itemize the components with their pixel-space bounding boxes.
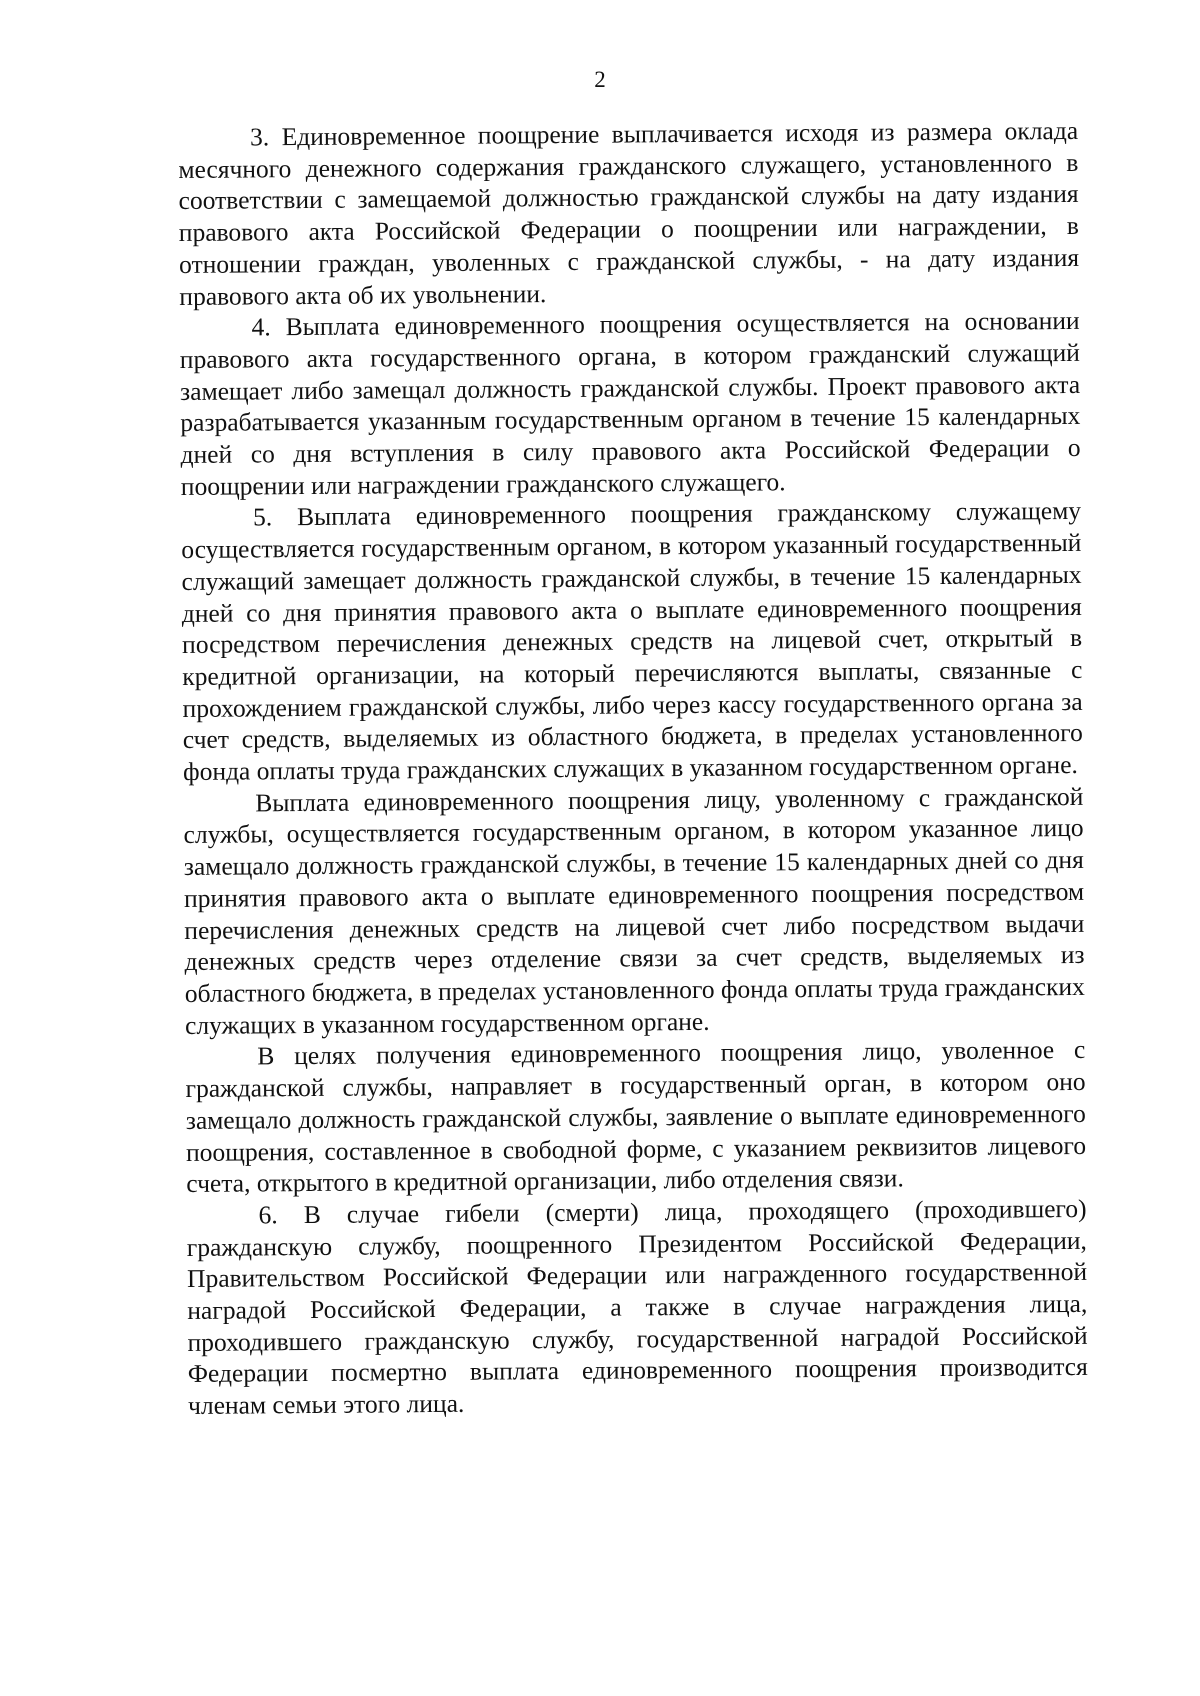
paragraph-3: 3. Единовременное поощрение выплачивается исходя из размера оклада месячного денежного содержания гражданского служащего, установленного в соответствии с замещаемой должностью гражданской службы на дату издания правового акта Российской Федерации о поощрении или награждении, в отношении граждан, уволенных с гражданской службы, - на дату издания правового акта об их увольнении. — [178, 115, 1080, 311]
paragraph-6: 6. В случае гибели (смерти) лица, проходящего (проходившего) гражданскую службу, поощренного Президентом Российской Федерации, Правительством Российской Федерации или награжденного государственной наградой Российской Федерации, а также в случае награждения лица, проходившего гражданскую службу, государственной наградой Российской Федерации посмертно выплата единовременного поощрения производится членам семьи этого лица. — [186, 1193, 1088, 1421]
paragraph-4: 4. Выплата единовременного поощрения осуществляется на основании правового акта государственного органа, в котором гражданский служащий замещает либо замещал должность гражданской службы. Проект правового акта разрабатывается указанным государственным органом в течение 15 календарных дней со дня вступления в силу правового акта Российской Федерации о поощрении или награждении гражданского служащего. — [179, 306, 1081, 501]
document-body — [178, 115, 1088, 1422]
page-number: 2 — [594, 67, 606, 92]
paragraph-5-application: В целях получения единовременного поощрения лицо, уволенное с гражданской службы, направляет в государственный орган, в котором оно замещало должность гражданской службы, заявление о выплате единовременного поощрения, составленное в свободной форме, с указанием реквизитов лицевого счета, открытого в кредитной организации, либо отделения связи. — [185, 1035, 1087, 1199]
paragraph-5-dismissed-person: Выплата единовременного поощрения лицу, уволенному с гражданской службы, осуществляется государственным органом, в котором указанное лицо замещало должность гражданской службы, в течение 15 календарных дней со дня принятия правового акта о выплате единовременного поощрения посредством перечисления денежных средств на лицевой счет либо посредством выдачи денежных средств через отделение связи за счет средств, выделяемых из областного бюджета, в пределах установленного фонда оплаты труда гражданских служащих в указанном государственном органе. — [183, 781, 1085, 1040]
paragraph-5: 5. Выплата единовременного поощрения гражданскому служащему осуществляется государственным органом, в котором указанный государственный служащий замещает должность гражданской службы, в течение 15 календарных дней со дня принятия правового акта о выплате единовременного поощрения посредством перечисления денежных средств на лицевой счет, открытый в кредитной организации, на который перечисляются выплаты, связанные с прохождением гражданской службы, либо через кассу государственного органа за счет средств, выделяемых из областного бюджета, в пределах установленного фонда оплаты труда гражданских служащих в указанном государственном органе. — [181, 496, 1083, 787]
